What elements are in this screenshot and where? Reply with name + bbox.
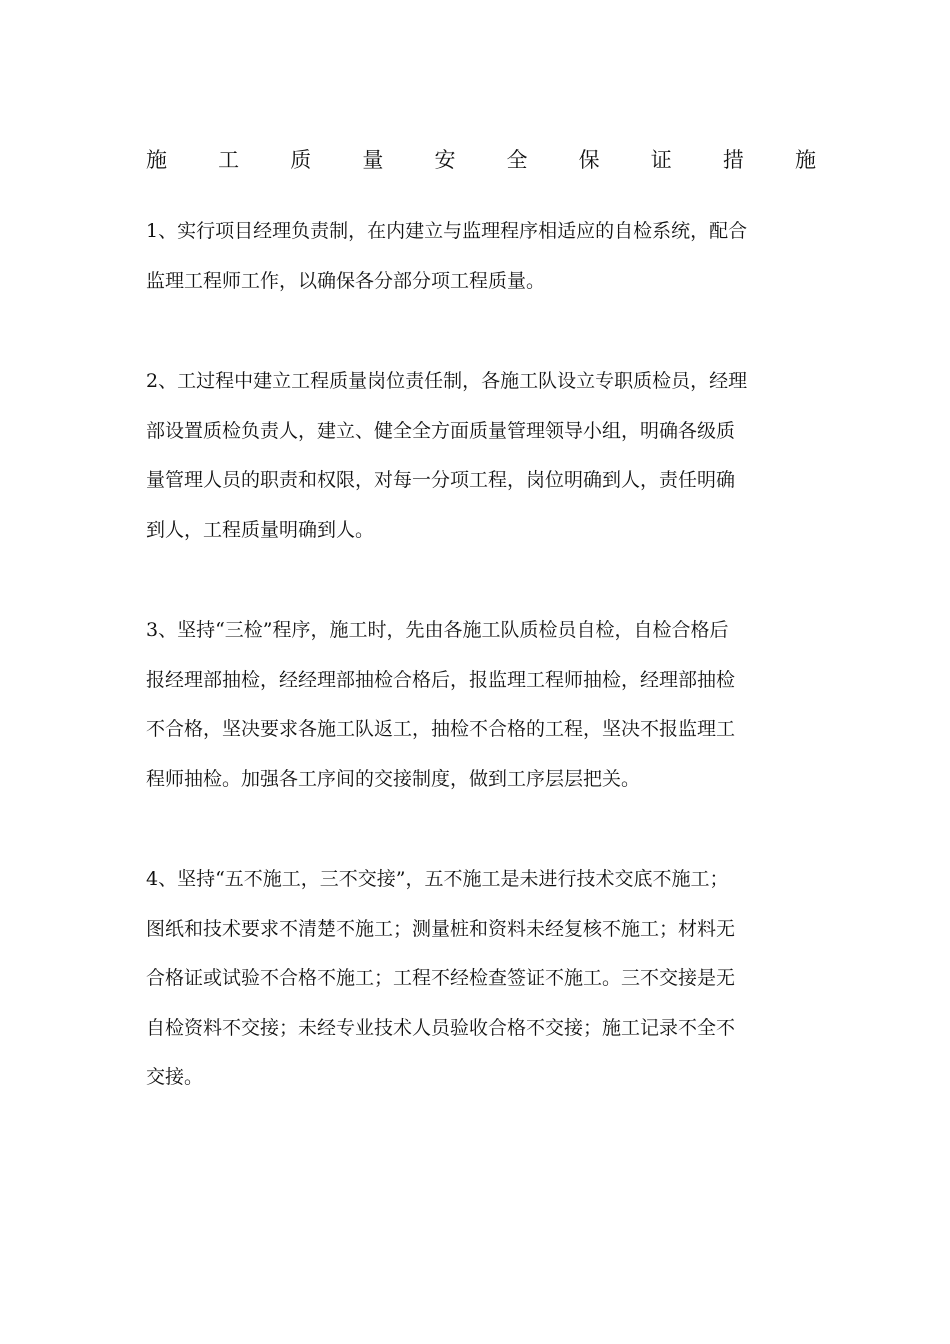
paragraph-line: 交接。 xyxy=(146,1066,204,1088)
title-char: 量 xyxy=(362,148,384,172)
title-char: 施 xyxy=(146,148,167,172)
title-char: 保 xyxy=(578,148,600,172)
paragraph-2 xyxy=(146,357,816,555)
paragraph-line: 3、坚持“三检”程序，施工时，先由各施工队质检员自检，自检合格后 xyxy=(146,619,729,641)
paragraph-line: 到人，工程质量明确到人。 xyxy=(146,518,375,541)
paragraph-line: 合格证或试验不合格不施工；工程不经检查签证不施工。三不交接是无 xyxy=(146,967,736,989)
paragraph-line: 图纸和技术要求不清楚不施工；测量桩和资料未经复核不施工；材料无 xyxy=(146,917,736,940)
paragraph-line: 1、实行项目经理负责制，在内建立与监理程序相适应的自检系统，配合 xyxy=(146,220,748,242)
paragraph-line: 量管理人员的职责和权限，对每一分项工程，岗位明确到人，责任明确 xyxy=(146,469,736,491)
paragraph-line: 不合格，坚决要求各施工队返工，抽检不合格的工程，坚决不报监理工 xyxy=(146,718,736,740)
title-char: 施 xyxy=(794,148,816,172)
paragraph-line: 程师抽检。加强各工序间的交接制度，做到工序层层把关。 xyxy=(146,767,641,790)
paragraph-line: 部设置质检负责人，建立、健全全方面质量管理领导小组，明确各级质 xyxy=(146,419,736,442)
paragraph-3 xyxy=(146,606,816,804)
title-char: 措 xyxy=(722,148,744,172)
title-char: 全 xyxy=(506,148,528,172)
paragraph-4 xyxy=(146,855,816,1103)
paragraph-1 xyxy=(146,207,816,306)
title-char: 工 xyxy=(218,148,240,172)
title-char: 安 xyxy=(434,148,456,172)
paragraph-line: 2、工过程中建立工程质量岗位责任制，各施工队设立专职质检员，经理 xyxy=(146,370,748,392)
paragraph-line: 4、坚持“五不施工，三不交接”，五不施工是未进行技术交底不施工； xyxy=(146,868,729,890)
paragraph-line: 监理工程师工作，以确保各分部分项工程质量。 xyxy=(146,269,546,292)
paragraph-line: 报经理部抽检，经经理部抽检合格后，报监理工程师抽检，经理部抽检 xyxy=(146,668,736,691)
document-title xyxy=(146,142,816,178)
title-char: 质 xyxy=(290,148,312,172)
paragraph-line: 自检资料不交接；未经专业技术人员验收合格不交接；施工记录不全不 xyxy=(146,1016,736,1039)
title-char: 证 xyxy=(650,148,672,172)
